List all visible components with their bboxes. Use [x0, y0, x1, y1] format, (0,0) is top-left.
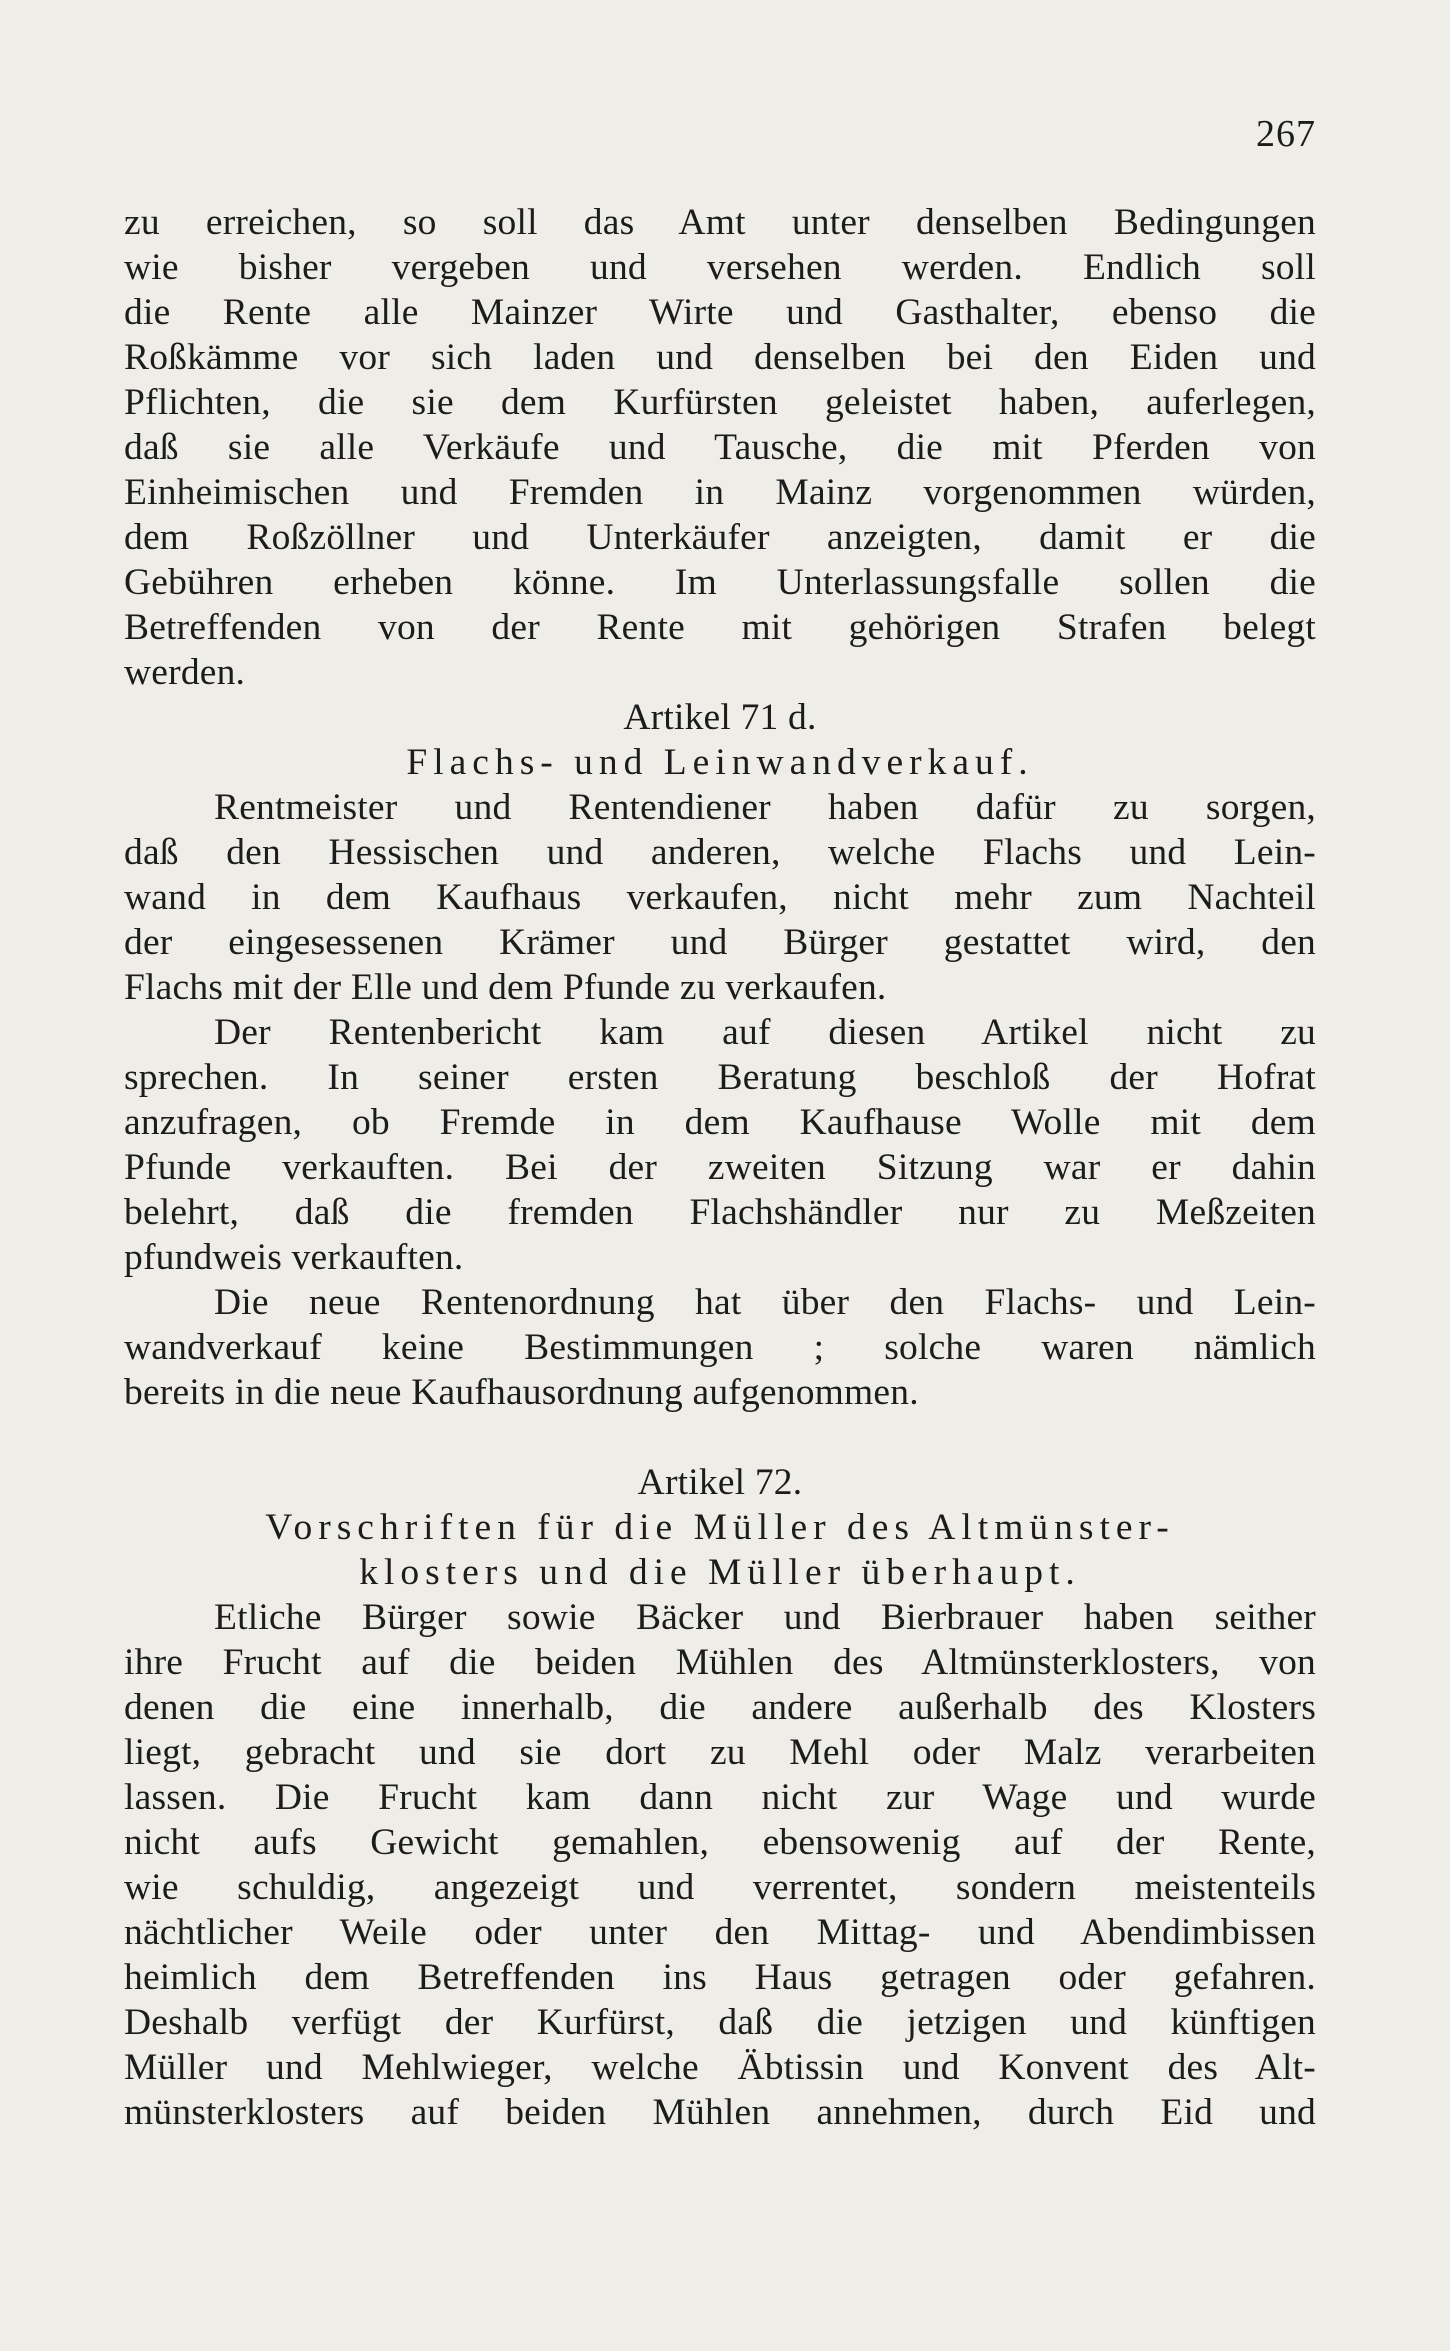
blank-line — [124, 1415, 1316, 1460]
article-title: Artikel 72. — [637, 1462, 803, 1503]
text-line: Flachs mit der Elle und dem Pfunde zu verkaufen. — [124, 967, 887, 1008]
book-page — [124, 0, 1316, 2351]
article-heading: Vorschriften für die Müller des Altmünster- — [265, 1507, 1175, 1548]
article-heading: Flachs- und Leinwandverkauf. — [406, 742, 1034, 783]
text-line: belehrt, daß die fremden Flachshändler nur zu Meßzeiten — [124, 1192, 1316, 1233]
text-line: münsterklosters auf beiden Mühlen annehmen, durch Eid und — [124, 2092, 1316, 2133]
text-line: Gebühren erheben könne. Im Unterlassungsfalle sollen die — [124, 562, 1316, 603]
text-line: dem Roßzöllner und Unterkäufer anzeigten, damit er die — [124, 517, 1316, 558]
text-line: der eingesessenen Krämer und Bürger gestattet wird, den — [124, 922, 1316, 963]
text-line: Einheimischen und Fremden in Mainz vorgenommen würden, — [124, 472, 1316, 513]
article-title: Artikel 71 d. — [623, 697, 817, 738]
page-text — [124, 200, 1316, 2135]
page-number: 267 — [1256, 113, 1316, 155]
text-line: denen die eine innerhalb, die andere außerhalb des Klosters — [124, 1687, 1316, 1728]
text-line: bereits in die neue Kaufhausordnung aufgenommen. — [124, 1372, 919, 1413]
text-line: Der Rentenbericht kam auf diesen Artikel nicht zu — [214, 1012, 1316, 1053]
text-line: Pflichten, die sie dem Kurfürsten geleistet haben, auferlegen, — [124, 382, 1316, 423]
text-line: Pfunde verkauften. Bei der zweiten Sitzung war er dahin — [124, 1147, 1316, 1188]
text-line: wand in dem Kaufhaus verkaufen, nicht mehr zum Nachteil — [124, 877, 1316, 918]
text-line: wie schuldig, angezeigt und verrentet, sondern meistenteils — [124, 1867, 1316, 1908]
text-line: Rentmeister und Rentendiener haben dafür zu sorgen, — [214, 787, 1316, 828]
text-line: die Rente alle Mainzer Wirte und Gasthalter, ebenso die — [124, 292, 1316, 333]
text-line: sprechen. In seiner ersten Beratung beschloß der Hofrat — [124, 1057, 1316, 1098]
text-line: Müller und Mehlwieger, welche Äbtissin und Konvent des Alt- — [124, 2047, 1316, 2088]
text-line: daß den Hessischen und anderen, welche Flachs und Lein- — [124, 832, 1316, 873]
text-line: Die neue Rentenordnung hat über den Flachs- und Lein- — [214, 1282, 1316, 1323]
text-line: lassen. Die Frucht kam dann nicht zur Wage und wurde — [124, 1777, 1316, 1818]
text-line: heimlich dem Betreffenden ins Haus getragen oder gefahren. — [124, 1957, 1316, 1998]
text-line: daß sie alle Verkäufe und Tausche, die mit Pferden von — [124, 427, 1316, 468]
text-line: nächtlicher Weile oder unter den Mittag- und Abendimbissen — [124, 1912, 1316, 1953]
text-line: Betreffenden von der Rente mit gehörigen Strafen belegt — [124, 607, 1316, 648]
text-line: pfundweis verkauften. — [124, 1237, 464, 1278]
text-line: Roßkämme vor sich laden und denselben bei den Eiden und — [124, 337, 1316, 378]
text-line: wie bisher vergeben und versehen werden. Endlich soll — [124, 247, 1316, 288]
text-line: Etliche Bürger sowie Bäcker und Bierbrauer haben seither — [214, 1597, 1316, 1638]
text-line: anzufragen, ob Fremde in dem Kaufhause Wolle mit dem — [124, 1102, 1316, 1143]
text-line: werden. — [124, 652, 246, 693]
text-line: liegt, gebracht und sie dort zu Mehl oder Malz verarbeiten — [124, 1732, 1316, 1773]
text-line: ihre Frucht auf die beiden Mühlen des Altmünsterklosters, von — [124, 1642, 1316, 1683]
article-heading: klosters und die Müller überhaupt. — [359, 1552, 1081, 1593]
text-line: Deshalb verfügt der Kurfürst, daß die jetzigen und künftigen — [124, 2002, 1316, 2043]
text-line: nicht aufs Gewicht gemahlen, ebensowenig auf der Rente, — [124, 1822, 1316, 1863]
text-line: zu erreichen, so soll das Amt unter denselben Bedingungen — [124, 202, 1316, 243]
text-line: wandverkauf keine Bestimmungen ; solche waren nämlich — [124, 1327, 1316, 1368]
